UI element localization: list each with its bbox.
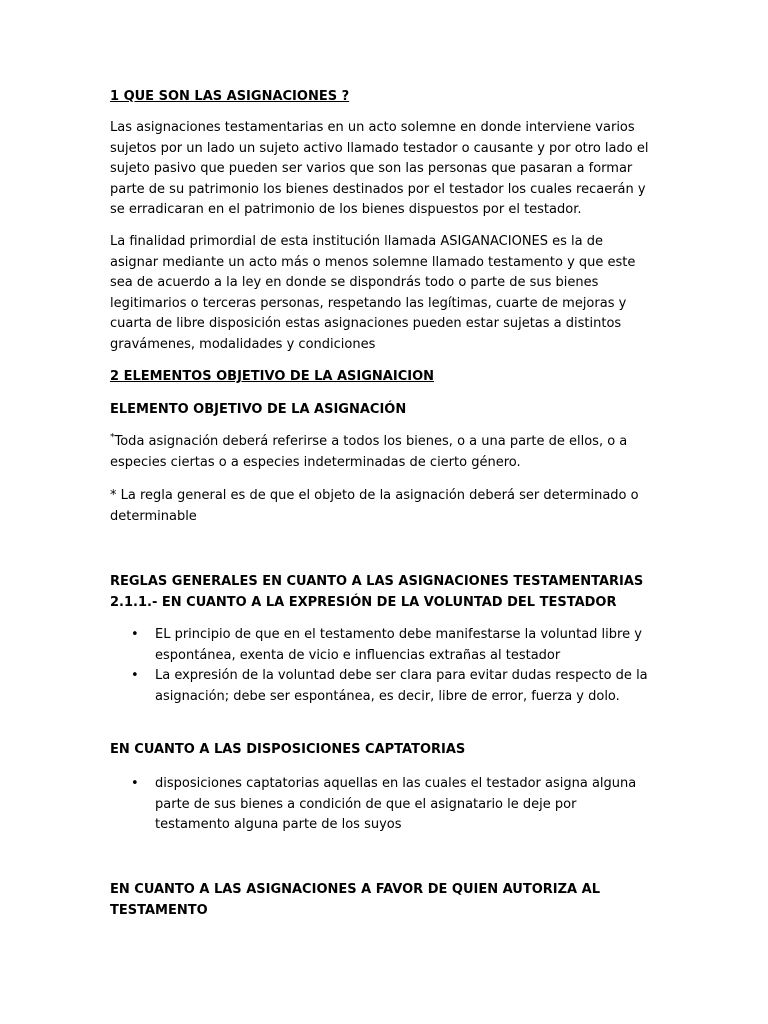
asterisk-marker: * (110, 432, 115, 443)
section4-bullet-list (110, 774, 650, 836)
section3-bullet-list (110, 625, 650, 707)
section2-subheading: ELEMENTO OBJETIVO DE LA ASIGNACIÓN (110, 402, 407, 417)
bullet-icon: • (131, 668, 139, 683)
section2-item2: * La regla general es de que el objeto de la asignación deberá ser determinado o determinable (110, 488, 639, 524)
bullet-icon: • (131, 627, 139, 642)
section1-paragraph2: La finalidad primordial de esta institución llamada ASIGANACIONES es la de asignar mediante un acto más o menos solemne llamado testamento y que este sea de acuerdo a la ley en donde se dispondrás todo o parte de sus bienes legitimarios o terceras personas, respetando las legítimas, cuarte de mejoras y cuarta de libre disposición estas asignaciones pueden estar sujetas a distintos gravámenes, modalidades y condiciones (110, 234, 636, 352)
list-item (110, 666, 650, 707)
section5-heading: EN CUANTO A LAS ASIGNACIONES A FAVOR DE QUIEN AUTORIZA AL TESTAMENTO (110, 882, 600, 918)
list-item-text: La expresión de la voluntad debe ser clara para evitar dudas respecto de la asignación; debe ser espontánea, es decir, libre de error, fuerza y dolo. (155, 668, 648, 704)
section2-item1 (110, 432, 650, 473)
section4-heading: EN CUANTO A LAS DISPOSICIONES CAPTATORIAS (110, 742, 466, 757)
section3-heading: REGLAS GENERALES EN CUANTO A LAS ASIGNACIONES TESTAMENTARIAS 2.1.1.- EN CUANTO A LA EXPRESIÓN DE LA VOLUNTAD DEL TESTADOR (110, 574, 644, 610)
section2-item1-text: Toda asignación deberá referirse a todos los bienes, o a una parte de ellos, o a especies ciertas o a especies indeterminadas de cierto género. (110, 434, 628, 470)
list-item (110, 625, 650, 666)
section1-paragraph1: Las asignaciones testamentarias en un acto solemne en donde interviene varios sujetos por un lado un sujeto activo llamado testador o causante y por otro lado el sujeto pasivo que pueden ser varios que son las personas que pasaran a formar parte de su patrimonio los bienes destinados por el testador los cuales recaerán y se erradicaran en el patrimonio de los bienes dispuestos por el testador. (110, 120, 649, 217)
section1-heading: 1 QUE SON LAS ASIGNACIONES ? (110, 89, 350, 104)
list-item-text: disposiciones captatorias aquellas en las cuales el testador asigna alguna parte de sus bienes a condición de que el asignatario le deje por testamento alguna parte de los suyos (155, 776, 637, 832)
section2-heading: 2 ELEMENTOS OBJETIVO DE LA ASIGNAICION (110, 369, 434, 384)
list-item (110, 774, 650, 836)
bullet-icon: • (131, 776, 139, 791)
list-item-text: EL principio de que en el testamento debe manifestarse la voluntad libre y espontánea, exenta de vicio e influencias extrañas al testador (155, 627, 642, 663)
